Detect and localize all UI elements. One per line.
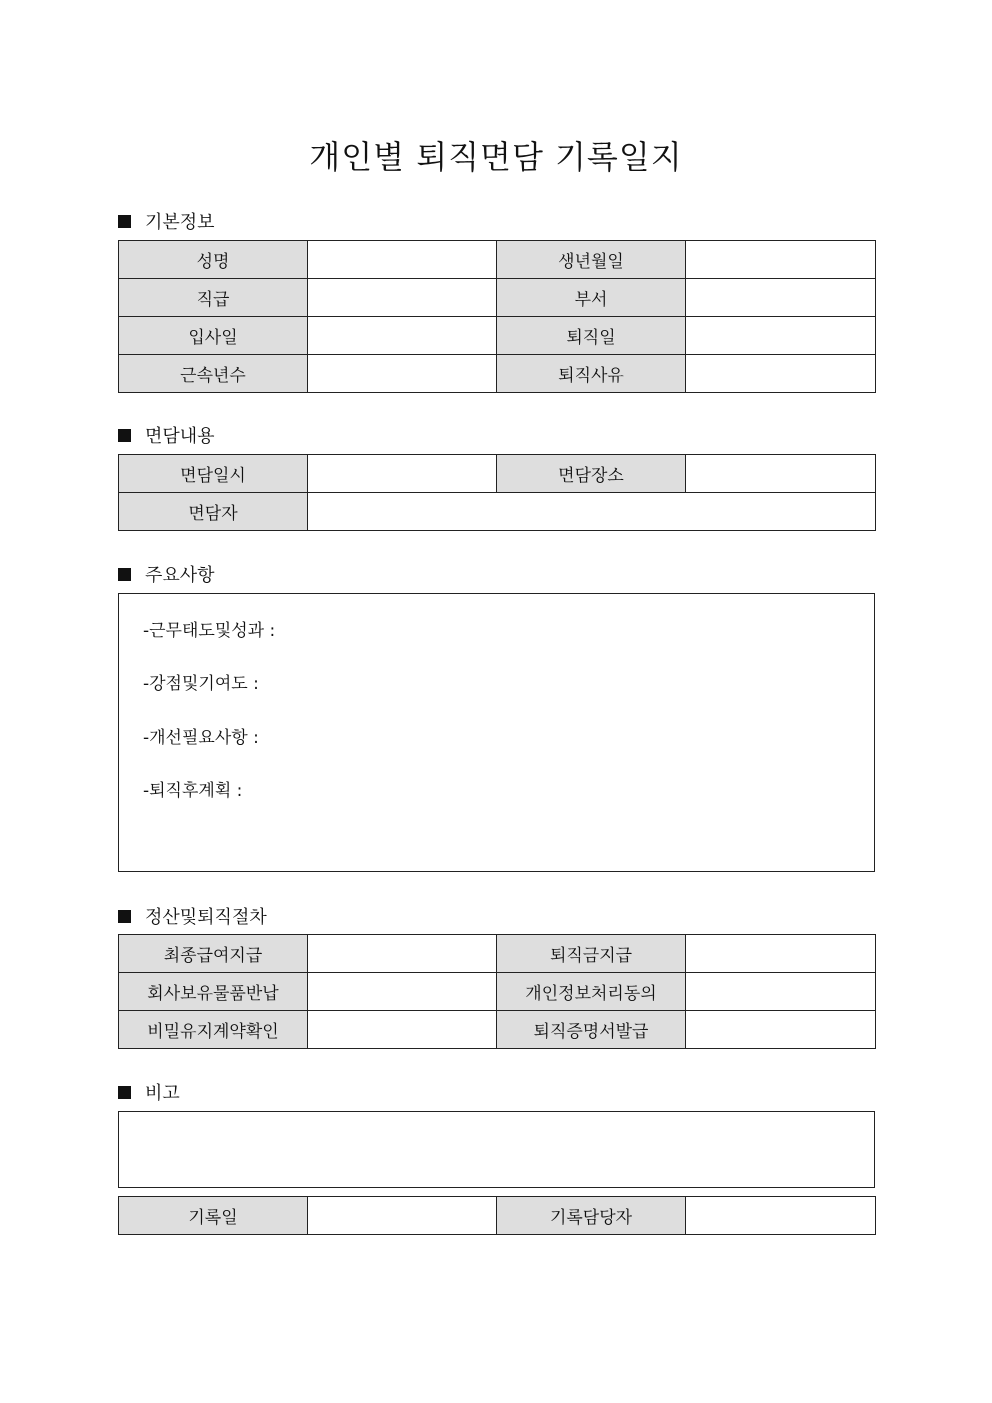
table-row xyxy=(119,935,876,973)
recorder-field[interactable] xyxy=(686,1197,876,1235)
nda-confirmation-field[interactable] xyxy=(308,1011,497,1049)
field-label: 퇴직금지급 xyxy=(497,935,686,973)
section-heading-remarks xyxy=(118,1079,180,1105)
remarks-field[interactable] xyxy=(118,1111,875,1188)
table-row xyxy=(119,973,876,1011)
key-point-item: -개선필요사항 : xyxy=(143,728,259,748)
section-heading-label: 기본정보 xyxy=(145,212,215,233)
field-label: 입사일 xyxy=(119,317,308,355)
key-point-item: -퇴직후계획 : xyxy=(143,781,243,801)
hire-date-field[interactable] xyxy=(308,317,497,355)
section-heading-basic-info xyxy=(118,208,215,234)
square-bullet-icon xyxy=(118,1086,131,1099)
section-heading-label: 정산및퇴직절차 xyxy=(145,907,267,928)
section-heading-label: 주요사항 xyxy=(145,565,215,586)
table-row xyxy=(119,493,876,531)
retirement-reason-field[interactable] xyxy=(686,355,876,393)
field-label: 근속년수 xyxy=(119,355,308,393)
privacy-consent-field[interactable] xyxy=(686,973,876,1011)
section-heading-settlement xyxy=(118,903,267,929)
table-row xyxy=(119,317,876,355)
field-label: 면담일시 xyxy=(119,455,308,493)
birthdate-field[interactable] xyxy=(686,241,876,279)
table-row xyxy=(119,455,876,493)
interview-place-field[interactable] xyxy=(686,455,876,493)
field-label: 퇴직증명서발급 xyxy=(497,1011,686,1049)
field-label: 개인정보처리동의 xyxy=(497,973,686,1011)
key-point-item: -근무태도및성과 : xyxy=(143,621,276,641)
field-label: 면담장소 xyxy=(497,455,686,493)
interviewer-field[interactable] xyxy=(308,493,876,531)
table-row xyxy=(119,279,876,317)
section-heading-label: 비고 xyxy=(145,1083,180,1104)
field-label: 생년월일 xyxy=(497,241,686,279)
table-row xyxy=(119,1197,876,1235)
field-label: 최종급여지급 xyxy=(119,935,308,973)
record-table xyxy=(118,1196,876,1235)
section-heading-label: 면담내용 xyxy=(145,426,215,447)
square-bullet-icon xyxy=(118,910,131,923)
department-field[interactable] xyxy=(686,279,876,317)
field-label: 회사보유물품반납 xyxy=(119,973,308,1011)
key-points-box[interactable] xyxy=(118,593,875,872)
field-label: 기록일 xyxy=(119,1197,308,1235)
position-field[interactable] xyxy=(308,279,497,317)
table-row xyxy=(119,241,876,279)
square-bullet-icon xyxy=(118,215,131,228)
years-of-service-field[interactable] xyxy=(308,355,497,393)
field-label: 성명 xyxy=(119,241,308,279)
field-label: 퇴직일 xyxy=(497,317,686,355)
field-label: 부서 xyxy=(497,279,686,317)
final-salary-field[interactable] xyxy=(308,935,497,973)
square-bullet-icon xyxy=(118,429,131,442)
interview-table xyxy=(118,454,876,531)
field-label: 면담자 xyxy=(119,493,308,531)
square-bullet-icon xyxy=(118,568,131,581)
record-date-field[interactable] xyxy=(308,1197,497,1235)
equipment-return-field[interactable] xyxy=(308,973,497,1011)
field-label: 직급 xyxy=(119,279,308,317)
basic-info-table xyxy=(118,240,876,393)
interview-datetime-field[interactable] xyxy=(308,455,497,493)
field-label: 퇴직사유 xyxy=(497,355,686,393)
field-label: 기록담당자 xyxy=(497,1197,686,1235)
settlement-table xyxy=(118,934,876,1049)
name-field[interactable] xyxy=(308,241,497,279)
section-heading-interview xyxy=(118,422,215,448)
field-label: 비밀유지계약확인 xyxy=(119,1011,308,1049)
page-title: 개인별 퇴직면담 기록일지 xyxy=(309,138,683,176)
retirement-date-field[interactable] xyxy=(686,317,876,355)
table-row xyxy=(119,355,876,393)
table-row xyxy=(119,1011,876,1049)
retirement-certificate-field[interactable] xyxy=(686,1011,876,1049)
key-point-item: -강점및기여도 : xyxy=(143,674,259,694)
severance-pay-field[interactable] xyxy=(686,935,876,973)
section-heading-key-points xyxy=(118,561,215,587)
